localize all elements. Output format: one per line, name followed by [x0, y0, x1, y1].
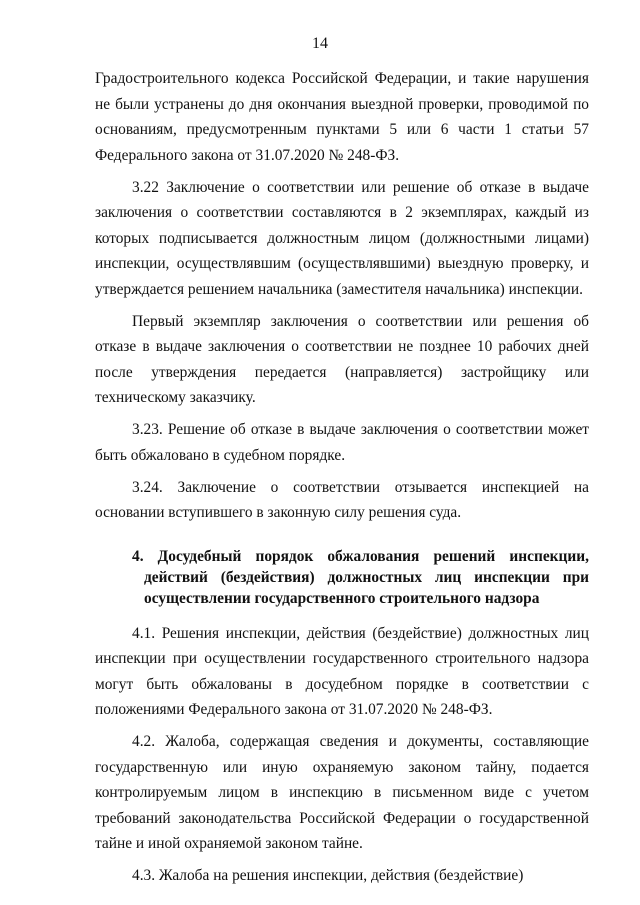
document-body — [95, 66, 589, 895]
paragraph-first-copy: Первый экземпляр заключения о соответствии или решения об отказе в выдаче заключения о соответствии не позднее 10 рабочих дней после утверждения передается (направляется) застройщику или техническому заказчику. — [95, 312, 589, 406]
paragraph-4-1: 4.1. Решения инспекции, действия (бездействие) должностных лиц инспекции при осуществлении государственного строительного надзора могут быть обжалованы в досудебном порядке в соответствии с положениями Федерального закона от 31.07.2020 № 248-ФЗ. — [95, 624, 589, 718]
paragraph-3-23: 3.23. Решение об отказе в выдаче заключения о соответствии может быть обжаловано в судебном порядке. — [95, 421, 589, 464]
paragraph-3-24: 3.24. Заключение о соответствии отзывается инспекцией на основании вступившего в законную силу решения суда. — [95, 478, 589, 521]
paragraph-4-2: 4.2. Жалоба, содержащая сведения и документы, составляющие государственную или иную охраняемую законом тайну, подается контролируемым лицом в инспекцию в письменном виде с учетом требований законодательства Российской Федерации о государственной тайне и иной охраняемой законом тайне. — [95, 733, 589, 852]
section-heading-number: 4. — [132, 547, 144, 565]
section-heading — [95, 546, 589, 609]
section-heading-title: Досудебный порядок обжалования решений инспекции, действий (бездействия) должностных лиц инспекции при осуществлении государственного строительного надзора — [144, 547, 589, 607]
paragraph-continuation: Градостроительного кодекса Российской Федерации, и такие нарушения не были устранены до дня окончания выездной проверки, проводимой по основаниям, предусмотренным пунктами 5 или 6 части 1 статьи 57 Федерального закона от 31.07.2020 № 248-ФЗ. — [95, 70, 589, 164]
paragraph-3-22: 3.22 Заключение о соответствии или решение об отказе в выдаче заключения о соответствии составляются в 2 экземплярах, каждый из которых подписывается должностным лицом (должностными лицами) инспекции, осуществлявшим (осуществлявшими) выездную проверку, и утверждается решением начальника (заместителя начальника) инспекции. — [95, 178, 589, 298]
page-number: 14 — [312, 35, 328, 52]
paragraph-4-3: 4.3. Жалоба на решения инспекции, действия (бездействие) — [132, 867, 524, 884]
